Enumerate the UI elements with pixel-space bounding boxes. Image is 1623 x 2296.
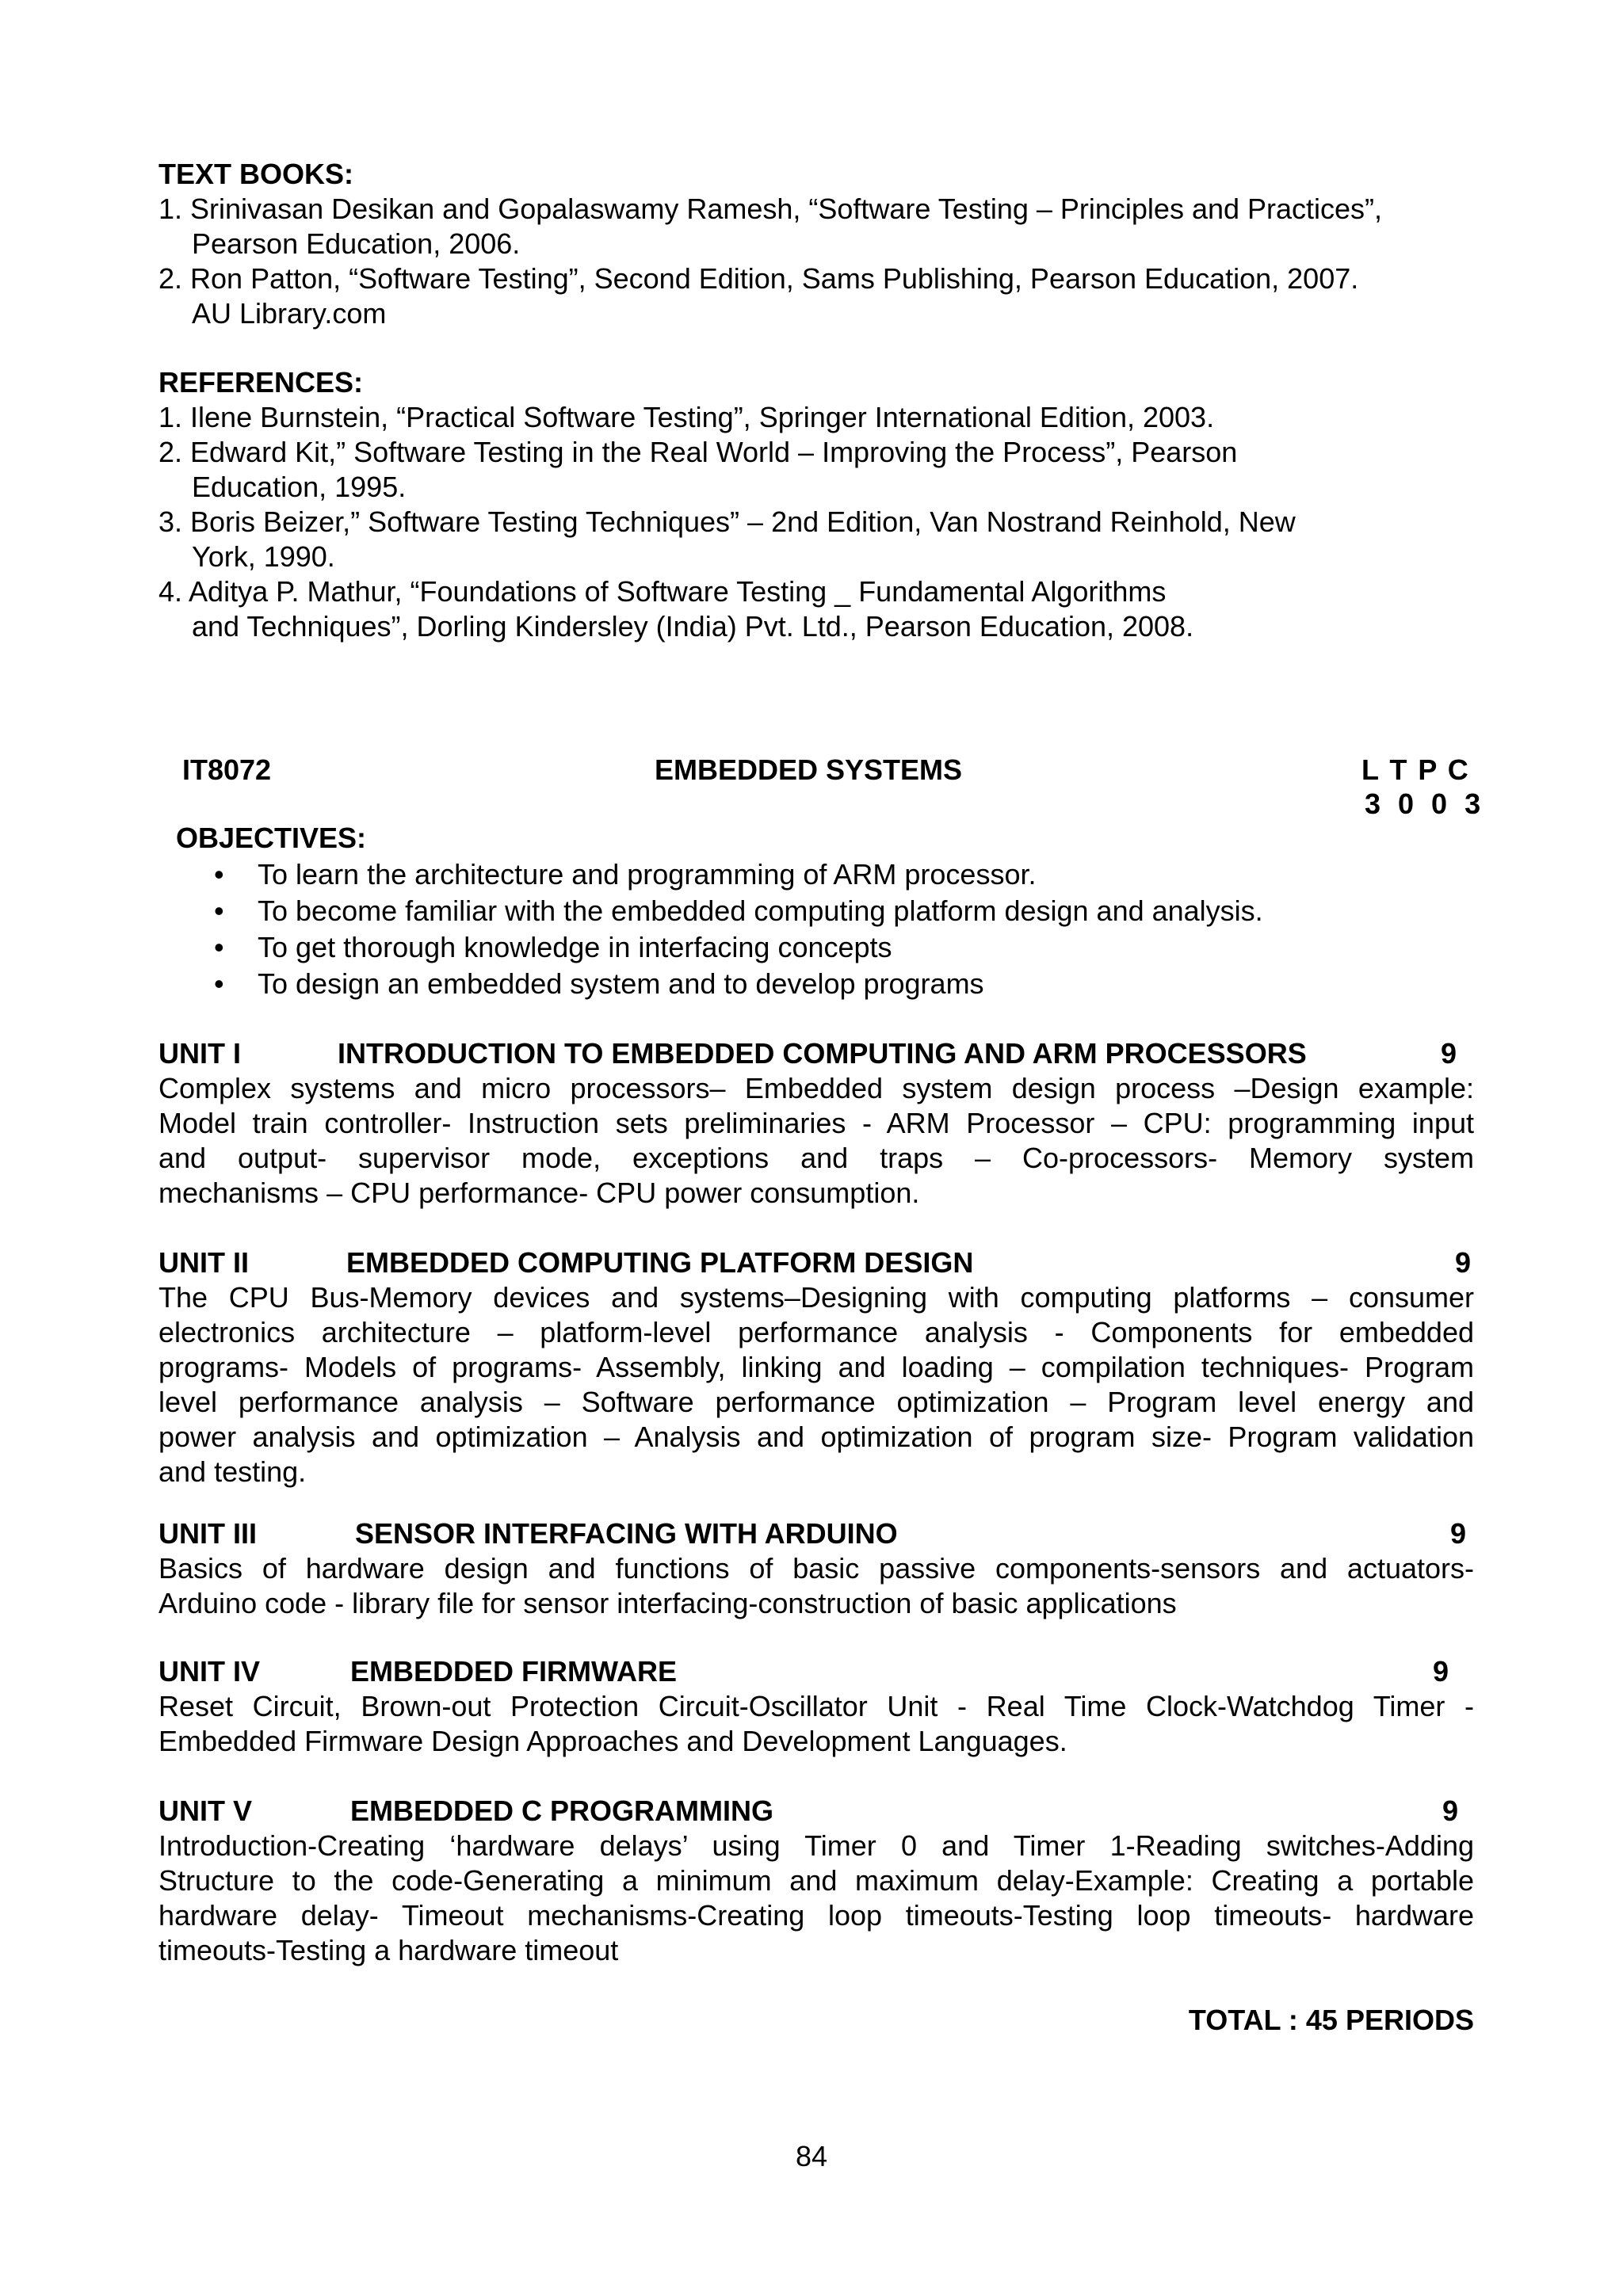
unit-4-text-line: Embedded Firmware Design Approaches and Development Languages. bbox=[158, 1725, 1067, 1757]
reference-2-line1: 2. Edward Kit,” Software Testing in the Real World – Improving the Process”, Pearson bbox=[158, 436, 1238, 468]
references-heading: REFERENCES: bbox=[158, 366, 364, 399]
bullet-icon: • bbox=[214, 858, 224, 891]
course-title: EMBEDDED SYSTEMS bbox=[655, 753, 963, 786]
unit-3-title: SENSOR INTERFACING WITH ARDUINO bbox=[355, 1517, 898, 1550]
unit-5-label: UNIT V bbox=[158, 1794, 253, 1827]
text-book-2-line1: 2. Ron Patton, “Software Testing”, Second Edition, Sams Publishing, Pearson Education, 2007. bbox=[158, 262, 1359, 295]
ltpc-values: 3 0 0 3 bbox=[1365, 788, 1486, 820]
unit-1-text-line: Complex systems and micro processors– Embedded system design process –Design example: bbox=[158, 1072, 1474, 1104]
unit-2-hours: 9 bbox=[1455, 1246, 1472, 1279]
objective-item: To design an embedded system and to develop programs bbox=[258, 967, 984, 1000]
course-code: IT8072 bbox=[182, 753, 272, 786]
unit-5-hours: 9 bbox=[1442, 1794, 1459, 1827]
unit-1-hours: 9 bbox=[1441, 1037, 1457, 1070]
unit-3-hours: 9 bbox=[1450, 1517, 1467, 1550]
objective-item: To learn the architecture and programming of ARM processor. bbox=[258, 858, 1037, 891]
unit-4-label: UNIT IV bbox=[158, 1655, 261, 1688]
unit-2-text-line: electronics architecture – platform-level performance analysis - Components for embedded bbox=[158, 1316, 1474, 1348]
unit-2-label: UNIT II bbox=[158, 1246, 249, 1279]
unit-1-text-line: and output- supervisor mode, exceptions and traps – Co-processors- Memory system bbox=[158, 1142, 1474, 1174]
unit-5-title: EMBEDDED C PROGRAMMING bbox=[350, 1794, 774, 1827]
text-book-1-line1: 1. Srinivasan Desikan and Gopalaswamy Ramesh, “Software Testing – Principles and Practices”, bbox=[158, 193, 1383, 225]
unit-1-text-line: mechanisms – CPU performance- CPU power consumption. bbox=[158, 1177, 920, 1209]
reference-4-line1: 4. Aditya P. Mathur, “Foundations of Software Testing _ Fundamental Algorithms bbox=[158, 575, 1167, 608]
unit-1-label: UNIT I bbox=[158, 1037, 241, 1070]
unit-2-text-line: programs- Models of programs- Assembly, linking and loading – compilation techniques- Program bbox=[158, 1351, 1474, 1383]
unit-4-hours: 9 bbox=[1433, 1655, 1449, 1688]
text-book-2-line2: AU Library.com bbox=[192, 297, 387, 330]
bullet-icon: • bbox=[214, 894, 224, 927]
unit-3-label: UNIT III bbox=[158, 1517, 257, 1550]
ltpc-label: L T P C bbox=[1361, 753, 1470, 786]
unit-5-text-line: Structure to the code-Generating a minimum and maximum delay-Example: Creating a portable bbox=[158, 1864, 1474, 1897]
unit-1-text-line: Model train controller- Instruction sets preliminaries - ARM Processor – CPU: programming input bbox=[158, 1107, 1474, 1139]
unit-2-text-line: and testing. bbox=[158, 1455, 307, 1488]
objectives-heading: OBJECTIVES: bbox=[176, 822, 367, 854]
reference-2-line2: Education, 1995. bbox=[192, 471, 407, 503]
total-periods: TOTAL : 45 PERIODS bbox=[1188, 2004, 1474, 2036]
unit-2-title: EMBEDDED COMPUTING PLATFORM DESIGN bbox=[346, 1246, 974, 1279]
unit-4-title: EMBEDDED FIRMWARE bbox=[350, 1655, 677, 1688]
unit-5-text-line: timeouts-Testing a hardware timeout bbox=[158, 1934, 619, 1966]
unit-3-text-line: Basics of hardware design and functions of basic passive components-sensors and actuators- bbox=[158, 1552, 1474, 1585]
bullet-icon: • bbox=[214, 931, 224, 963]
text-book-1-line2: Pearson Education, 2006. bbox=[192, 227, 521, 260]
unit-1-title: INTRODUCTION TO EMBEDDED COMPUTING AND ARM PROCESSORS bbox=[338, 1037, 1307, 1070]
unit-3-text-line: Arduino code - library file for sensor interfacing-construction of basic applications bbox=[158, 1587, 1177, 1619]
unit-2-text-line: level performance analysis – Software performance optimization – Program level energy and bbox=[158, 1386, 1474, 1418]
reference-1-line1: 1. Ilene Burnstein, “Practical Software Testing”, Springer International Edition, 2003. bbox=[158, 401, 1215, 433]
reference-4-line2: and Techniques”, Dorling Kindersley (India) Pvt. Ltd., Pearson Education, 2008. bbox=[192, 610, 1194, 643]
unit-5-text-line: Introduction-Creating ‘hardware delays’ using Timer 0 and Timer 1-Reading switches-Adding bbox=[158, 1829, 1474, 1862]
text-books-heading: TEXT BOOKS: bbox=[158, 158, 354, 190]
unit-2-text-line: The CPU Bus-Memory devices and systems–Designing with computing platforms – consumer bbox=[158, 1281, 1474, 1314]
objective-item: To get thorough knowledge in interfacing concepts bbox=[258, 931, 892, 963]
objective-item: To become familiar with the embedded computing platform design and analysis. bbox=[258, 894, 1263, 927]
page-number: 84 bbox=[795, 2140, 828, 2172]
unit-4-text-line: Reset Circuit, Brown-out Protection Circuit-Oscillator Unit - Real Time Clock-Watchdog Timer - bbox=[158, 1690, 1474, 1722]
unit-2-text-line: power analysis and optimization – Analysis and optimization of program size- Program validation bbox=[158, 1421, 1474, 1453]
bullet-icon: • bbox=[214, 967, 224, 1000]
reference-3-line2: York, 1990. bbox=[192, 540, 335, 573]
reference-3-line1: 3. Boris Beizer,” Software Testing Techniques” – 2nd Edition, Van Nostrand Reinhold, New bbox=[158, 505, 1296, 538]
unit-5-text-line: hardware delay- Timeout mechanisms-Creating loop timeouts-Testing loop timeouts- hardware bbox=[158, 1899, 1474, 1932]
